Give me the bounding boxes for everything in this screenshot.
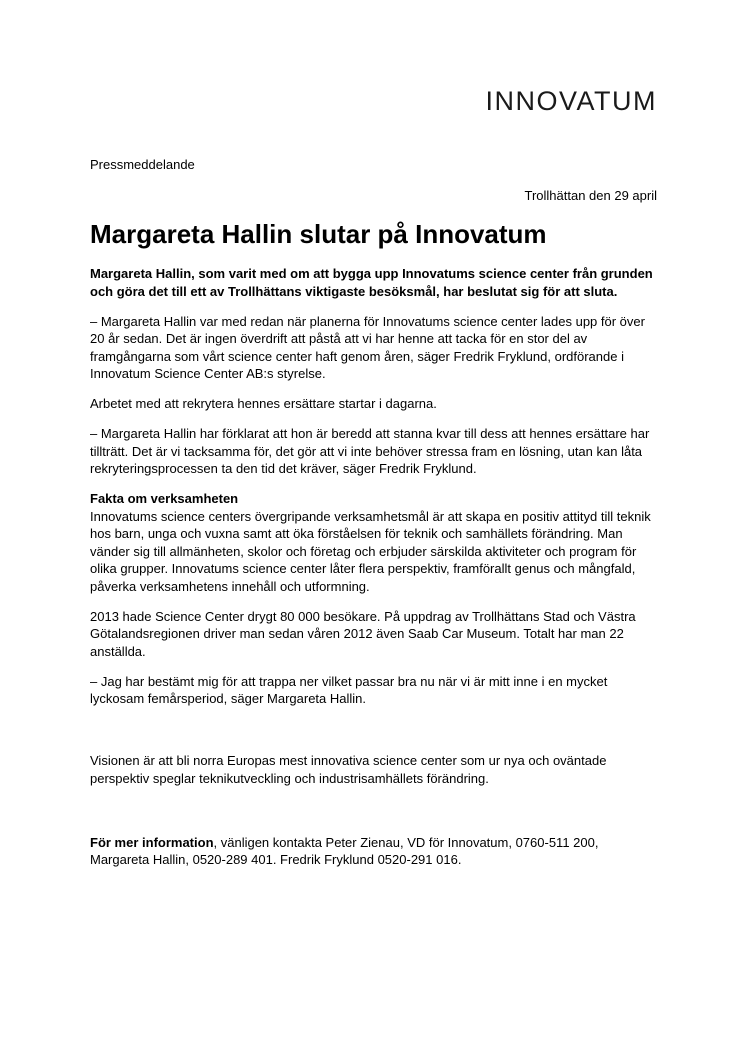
spacer [90, 720, 660, 752]
paragraph-recruitment: Arbetet med att rekrytera hennes ersättare startar i dagarna. [90, 396, 437, 411]
contact-text: , vänligen kontakta Peter Zienau, VD för Innovatum, 0760-511 200, Margareta Hallin, 0520-289 401. Fredrik Fryklund 0520-291 016. [90, 834, 599, 867]
facts-text: Innovatums science centers övergripande verksamhetsmål är att skapa en positiv attityd till teknik hos barn, unga och vuxna samt att öka förståelsen för teknik och samhällets förändring. Man vänder sig till allmänheten, skolor och företag och erbjuder särskilda aktiviteter och program för olika grupper. Innovatums science center låter flera perspektiv, framförallt genus och mångfald, påverka verksamhetens innehåll och utformning. [90, 508, 651, 594]
page-title: Margareta Hallin slutar på Innovatum [90, 219, 547, 249]
paragraph-quote-2: – Margareta Hallin har förklarat att hon är beredd att stanna kvar till dess att hennes ersättare har tillträtt. Det är vi tacksamma för, det gör att vi inte behöver stressa fram en lösning, utan kan låta rekryteringsprocessen ta den tid det kräver, säger Fredrik Fryklund. [90, 426, 650, 476]
logo: INNOVATUM [485, 86, 657, 116]
paragraph-quote-3: – Jag har bestämt mig för att trappa ner vilket passar bra nu när vi är mitt inne i en mycket lyckosam femårsperiod, säger Margareta Hallin. [90, 673, 608, 706]
facts-heading: Fakta om verksamheten [90, 491, 239, 506]
contact-paragraph [90, 834, 660, 869]
lead-paragraph: Margareta Hallin, som varit med om att bygga upp Innovatums science center från grunden och göra det till ett av Trollhättans viktigaste besöksmål, har beslutat sig för att sluta. [90, 266, 653, 299]
vision-paragraph: Visionen är att bli norra Europas mest innovativa science center som ur nya och oväntade perspektiv speglar teknikutveckling och industrisamhällets förändring. [90, 753, 607, 786]
contact-heading: För mer information [90, 834, 214, 850]
article-body [90, 265, 660, 881]
spacer [90, 800, 660, 834]
paragraph-visitors: 2013 hade Science Center drygt 80 000 besökare. På uppdrag av Trollhättans Stad och Västra Götalandsregionen driver man sedan våren 2012 även Saab Car Museum. Totalt har man 22 anställda. [90, 608, 636, 659]
date-line: Trollhättan den 29 april [524, 188, 657, 203]
facts-section [90, 490, 660, 595]
document-type-label: Pressmeddelande [90, 157, 195, 172]
paragraph-quote-1: – Margareta Hallin var med redan när planerna för Innovatums science center lades upp för över 20 år sedan. Det är ingen överdrift att påstå att vi har henne att tacka för en stor del av framgångarna som vårt science center haft genom åren, säger Fredrik Fryklund, ordförande i Innovatum Science Center AB:s styrelse. [90, 313, 645, 381]
